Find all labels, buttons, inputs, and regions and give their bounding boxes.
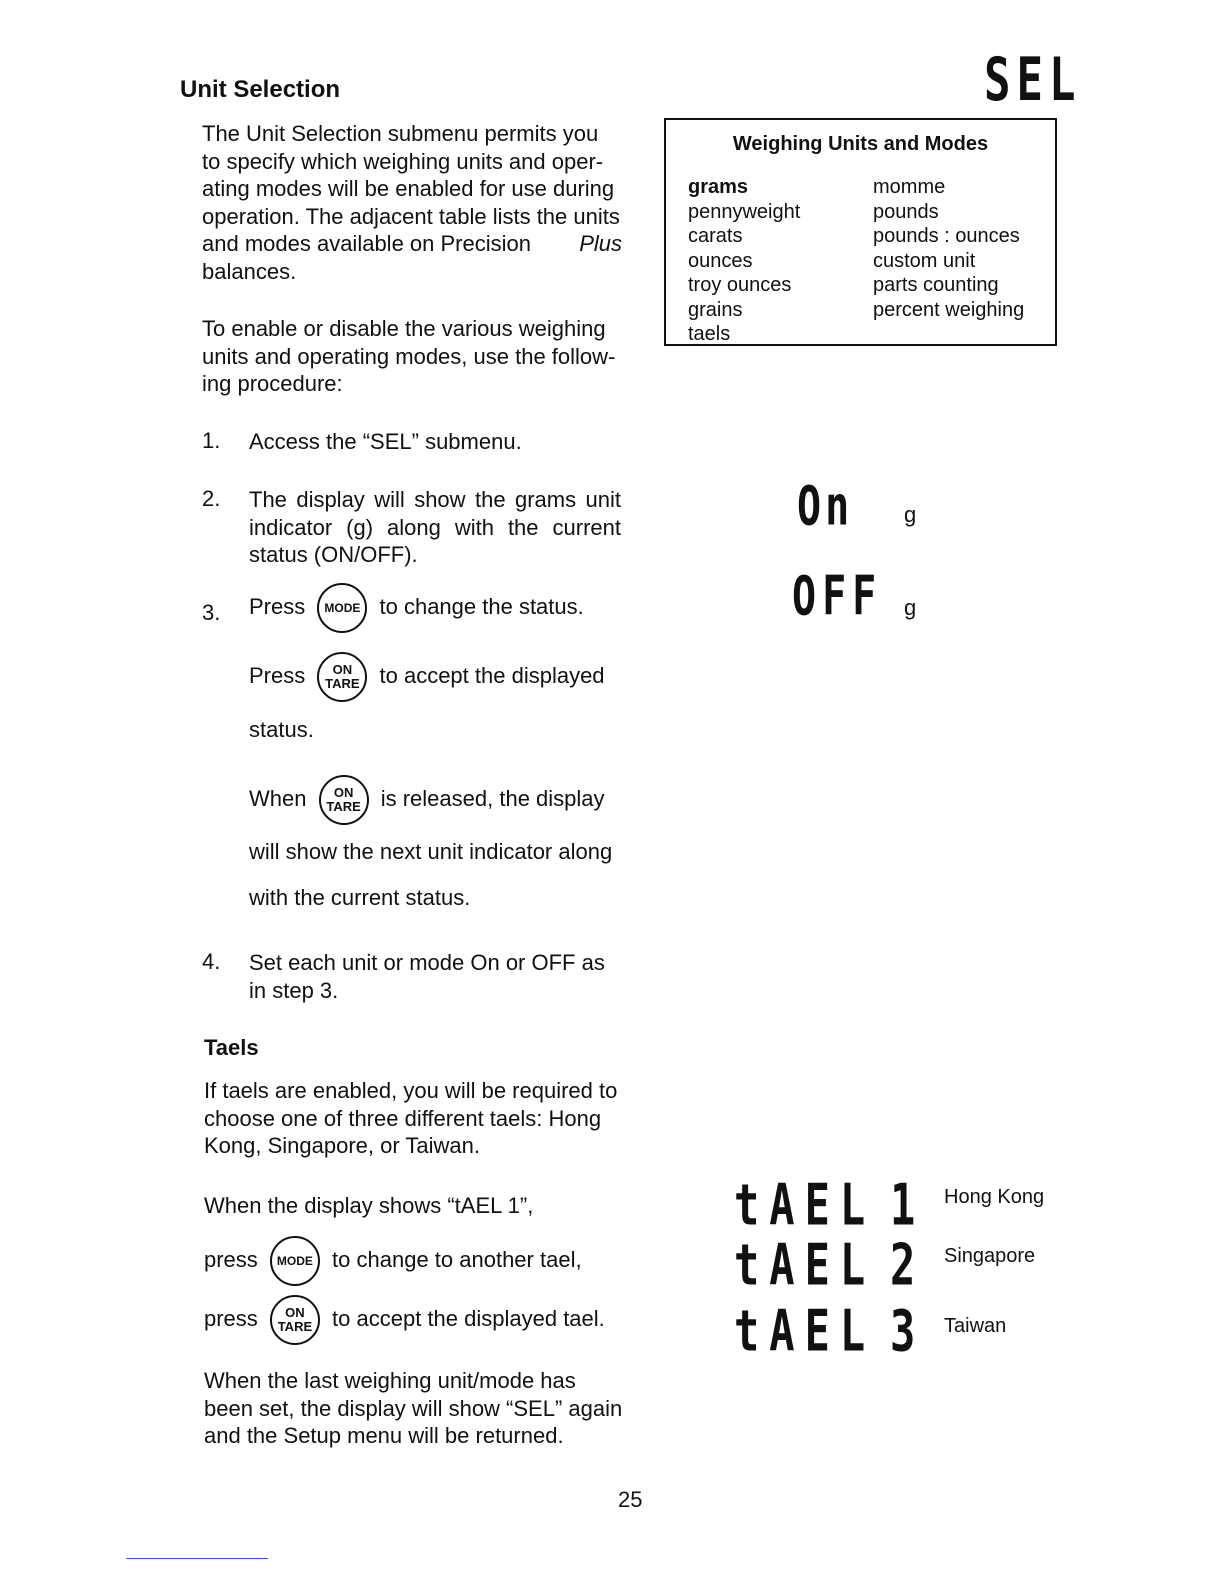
step-line: Set each unit or mode On or OFF as xyxy=(249,950,605,975)
mode-button-icon xyxy=(270,1236,320,1286)
table-title: Weighing Units and Modes xyxy=(732,133,989,155)
mode-label: MODE xyxy=(324,601,361,615)
unit-item: ounces xyxy=(688,249,753,272)
step-4-text xyxy=(249,949,621,1004)
unit-item: parts counting xyxy=(873,274,999,296)
press-word: Press xyxy=(249,593,306,619)
taels-line: When the last weighing unit/mode has xyxy=(204,1368,576,1393)
intro-text: and modes available on Precision xyxy=(202,231,531,256)
unit-item: pounds : ounces xyxy=(873,225,1020,247)
taels-last-paragraph xyxy=(204,1367,624,1450)
mode-label: MODE xyxy=(276,1254,313,1268)
on-tare-button-icon xyxy=(319,775,369,825)
on-label: ON xyxy=(332,662,353,677)
tael-number-3: 3 xyxy=(890,1298,926,1365)
taels-accept: to accept the displayed tael. xyxy=(332,1305,605,1331)
step-number: 1. xyxy=(202,428,221,453)
step-line: with the current status. xyxy=(249,885,471,910)
status-word: status. xyxy=(249,717,314,742)
step-line: The display will show the grams unit xyxy=(249,487,621,512)
page-number: 25 xyxy=(618,1487,643,1512)
intro-line: ating modes will be enabled for use during xyxy=(202,176,615,201)
unit-item: taels xyxy=(688,323,731,345)
mode-button-icon xyxy=(317,583,367,633)
taels-paragraph xyxy=(204,1077,624,1160)
taels-line: Kong, Singapore, or Taiwan. xyxy=(204,1133,480,1158)
intro-line: operation. The adjacent table lists the units xyxy=(202,203,620,229)
when-word: When xyxy=(249,785,307,811)
tare-label: TARE xyxy=(325,676,360,691)
step-2-text xyxy=(249,486,621,569)
on-label: ON xyxy=(333,785,354,800)
step-3-when-line xyxy=(249,775,605,825)
sel-display: SEL xyxy=(984,46,1082,115)
enable-line: units and operating modes, use the follow- xyxy=(202,343,616,369)
taels-line: If taels are enabled, you will be required to xyxy=(204,1078,618,1103)
tare-label: TARE xyxy=(326,799,361,814)
taels-heading: Taels xyxy=(204,1035,259,1060)
unit-item: carats xyxy=(688,225,743,247)
tael-number-1: 1 xyxy=(890,1172,926,1239)
grams-indicator: g xyxy=(904,502,917,527)
step-line: status (ON/OFF). xyxy=(249,542,418,567)
intro-line: balances. xyxy=(202,258,297,284)
intro-line xyxy=(202,230,622,258)
units-table xyxy=(664,118,1057,346)
unit-item: momme xyxy=(873,176,946,198)
step-line: in step 3. xyxy=(249,977,339,1003)
tael-display-2: tAEL xyxy=(734,1232,876,1299)
taels-change: to change to another tael, xyxy=(332,1246,582,1272)
table-left-column xyxy=(688,175,800,347)
step-line: indicator (g) along with the current xyxy=(249,514,621,540)
grams-indicator: g xyxy=(904,595,917,620)
step-line: will show the next unit indicator along xyxy=(249,839,613,864)
taels-line: and the Setup menu will be returned. xyxy=(204,1423,564,1448)
enable-paragraph xyxy=(202,315,622,398)
step-number: 3. xyxy=(202,600,221,625)
step-3-accept-line xyxy=(249,652,605,702)
unit-item: troy ounces xyxy=(688,274,792,296)
intro-line: to specify which weighing units and oper- xyxy=(202,148,604,174)
enable-line: To enable or disable the various weighing xyxy=(202,316,606,341)
step-3-action: to change the status. xyxy=(379,593,584,619)
step-3-released: is released, the display xyxy=(380,785,605,811)
taels-mode-line xyxy=(204,1236,582,1286)
unit-item: percent weighing xyxy=(873,298,1025,321)
taels-accept-line xyxy=(204,1295,605,1345)
tael-number-2: 2 xyxy=(890,1232,926,1299)
step-1-text: Access the “SEL” submenu. xyxy=(249,429,522,454)
unit-item: grains xyxy=(688,298,743,321)
unit-item: custom unit xyxy=(873,249,976,272)
unit-item: grams xyxy=(688,176,749,198)
step-number: 2. xyxy=(202,486,221,511)
plus-word: Plus xyxy=(579,231,622,256)
tael-display-3: tAEL xyxy=(734,1298,876,1365)
intro-line: The Unit Selection submenu permits you xyxy=(202,121,599,146)
page-title: Unit Selection xyxy=(180,76,341,103)
taels-line: choose one of three different taels: Hong xyxy=(204,1105,602,1131)
taels-line: been set, the display will show “SEL” again xyxy=(204,1395,623,1421)
on-tare-button-icon xyxy=(317,652,367,702)
enable-line: ing procedure: xyxy=(202,371,343,396)
on-display: On xyxy=(797,476,854,539)
press-word: press xyxy=(204,1305,258,1331)
step-3-line xyxy=(249,583,584,633)
footer-rule xyxy=(126,1558,268,1559)
unit-item: pounds xyxy=(873,200,939,223)
tael-label-singapore: Singapore xyxy=(944,1245,1036,1267)
unit-item: pennyweight xyxy=(688,200,801,223)
on-tare-button-icon xyxy=(270,1295,320,1345)
taels-when-display: When the display shows “tAEL 1”, xyxy=(204,1193,534,1218)
tael-label-taiwan: Taiwan xyxy=(944,1315,1007,1337)
step-number: 4. xyxy=(202,949,221,974)
intro-paragraph xyxy=(202,120,622,285)
tare-label: TARE xyxy=(277,1319,313,1334)
off-display: OFF xyxy=(792,566,883,629)
tael-display-1: tAEL xyxy=(734,1172,876,1239)
on-label: ON xyxy=(285,1305,305,1320)
press-word: press xyxy=(204,1246,258,1272)
tael-label-hong-kong: Hong Kong xyxy=(944,1186,1045,1208)
table-right-column xyxy=(873,175,1024,322)
step-3-accept: to accept the displayed xyxy=(379,662,605,688)
press-word: Press xyxy=(249,662,306,688)
